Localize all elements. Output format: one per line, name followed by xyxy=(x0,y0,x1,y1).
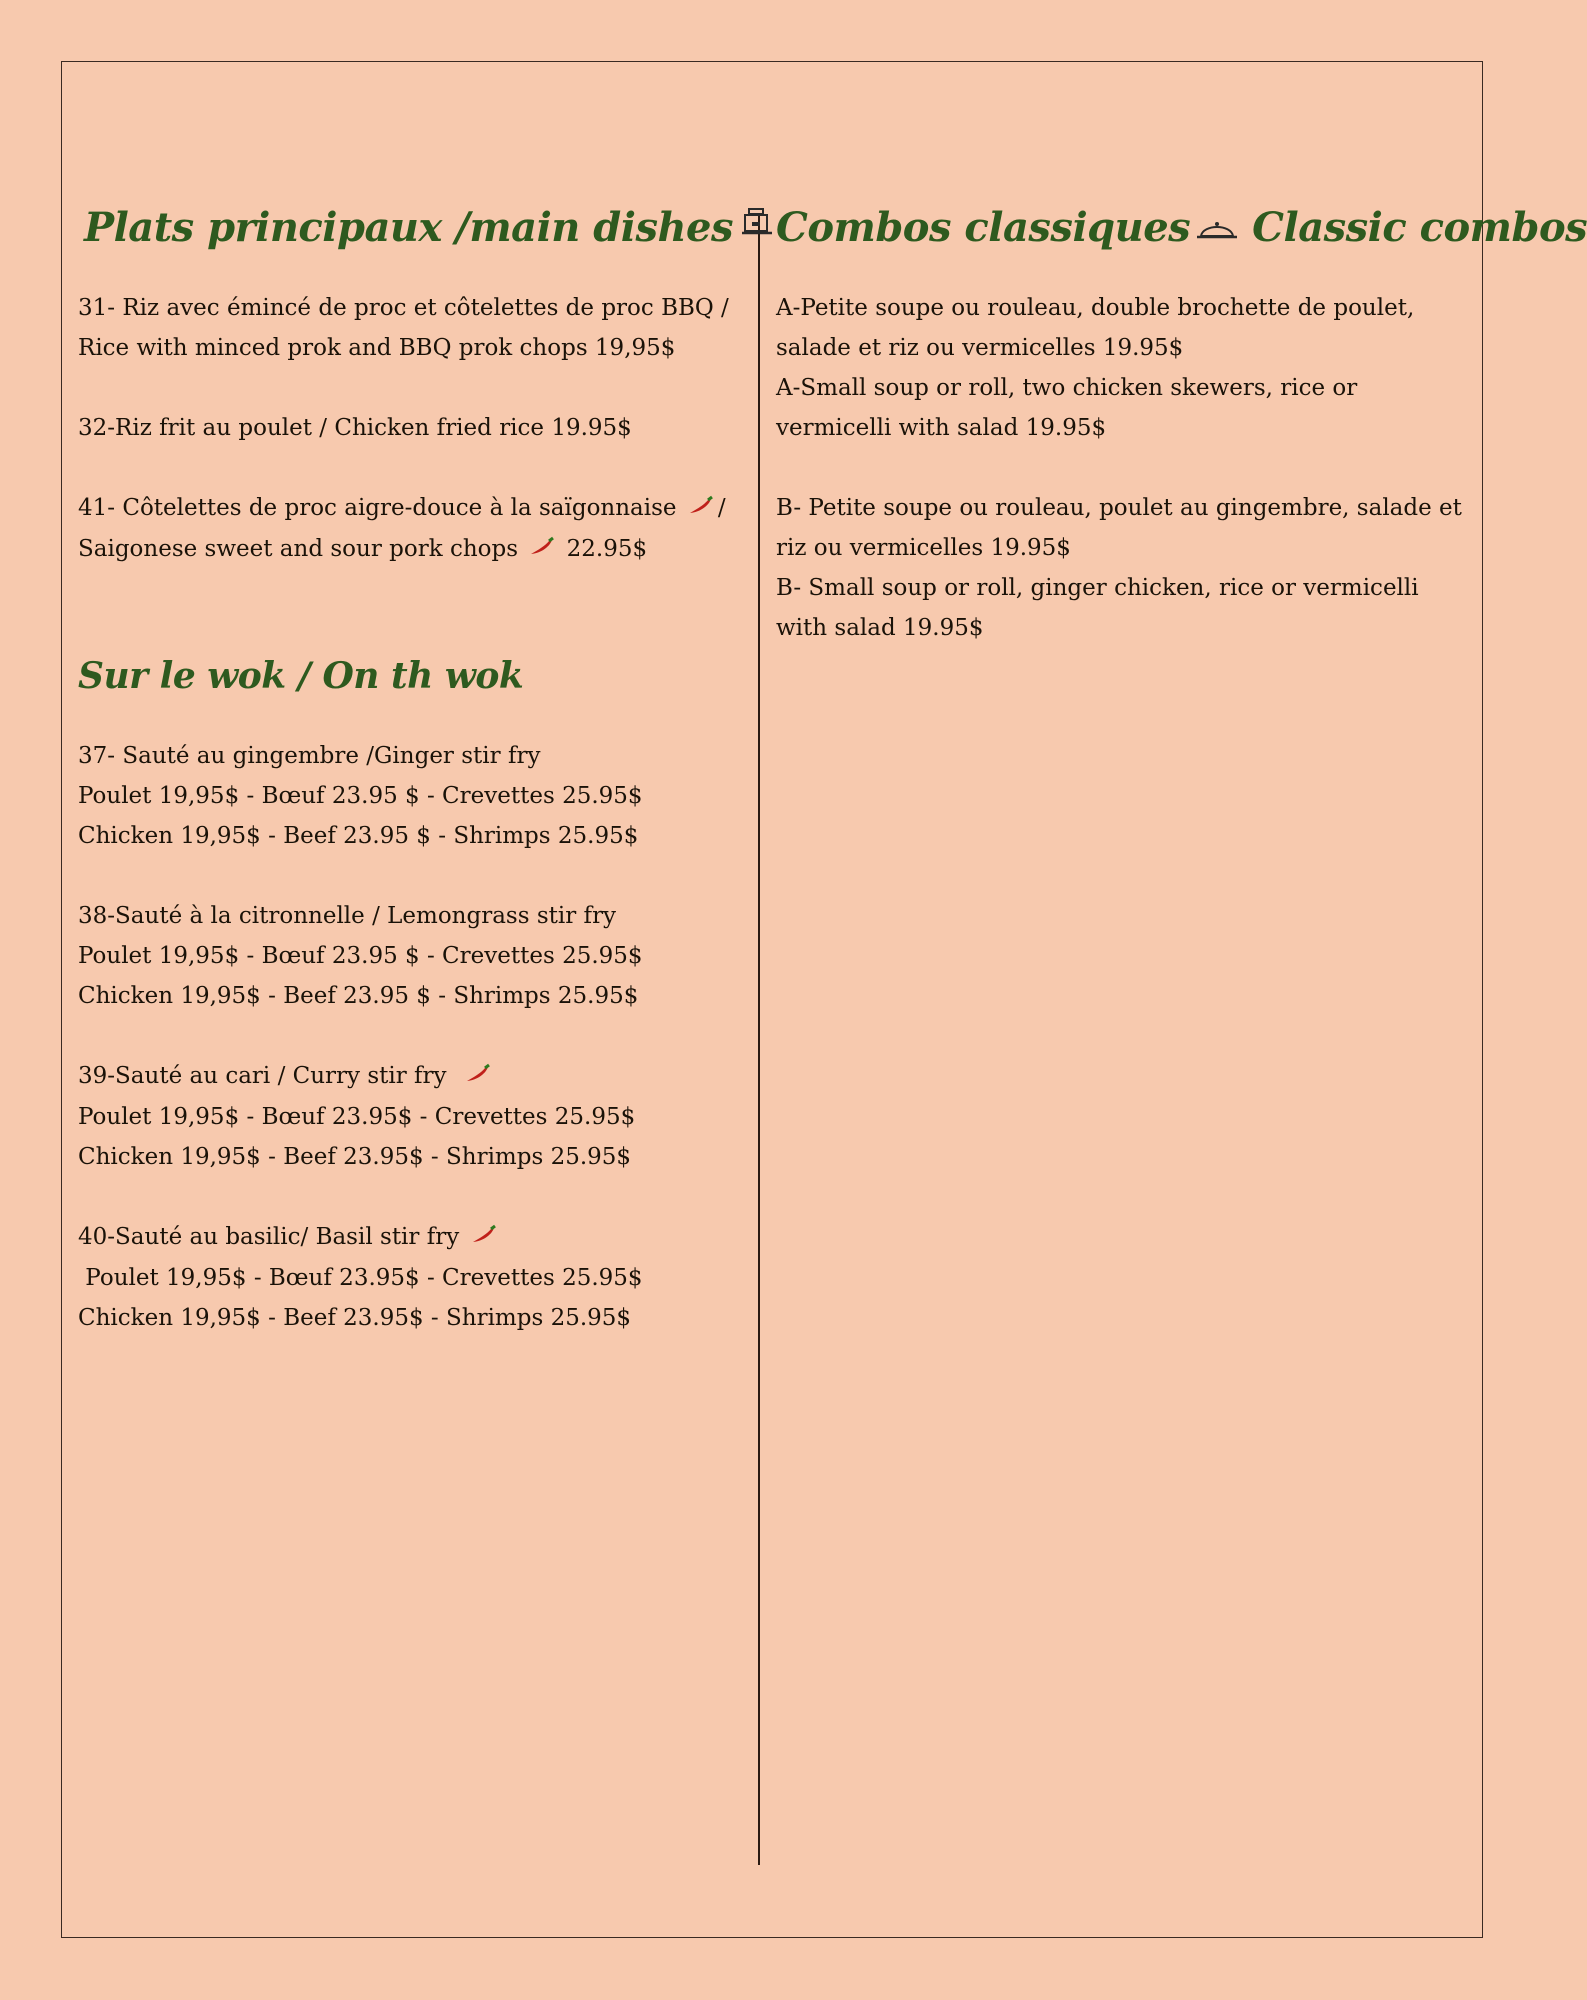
menu-item-41-line-fr xyxy=(78,488,738,529)
chili-pepper-icon xyxy=(470,1218,498,1258)
combos-heading-en: Classic combos xyxy=(1252,204,1587,251)
menu-item-31-line-fr: 31- Riz avec émincé de proc et côtelettes de proc BBQ / xyxy=(78,295,729,321)
chili-pepper-icon xyxy=(464,1057,492,1097)
combo-a xyxy=(776,288,1476,448)
wok-item-40 xyxy=(78,1217,738,1338)
menu-item-31-line-en: Rice with minced prok and BBQ prok chops 19,95$ xyxy=(78,335,676,361)
menu-item-41-text-fr: 41- Côtelettes de proc aigre-douce à la saïgonnaise xyxy=(78,495,677,521)
menu-item-41-text-en: Saigonese sweet and sour pork chops xyxy=(78,536,519,562)
combo-a-line: vermicelli with salad 19.95$ xyxy=(776,415,1107,441)
combo-b-line: B- Small soup or roll, ginger chicken, rice or vermicelli xyxy=(776,575,1419,601)
wok-item-38-title: 38-Sauté à la citronnelle / Lemongrass stir fry xyxy=(78,903,617,929)
chili-pepper-icon xyxy=(528,530,556,570)
wok-item-39-title-line xyxy=(78,1056,738,1097)
wok-item-37 xyxy=(78,736,738,856)
wok-item-38 xyxy=(78,896,738,1016)
right-column xyxy=(776,200,1587,648)
combos-heading xyxy=(776,200,1587,256)
menu-item-41-price: 22.95$ xyxy=(566,536,648,562)
column-divider xyxy=(758,215,760,1865)
wok-item-40-title: 40-Sauté au basilic/ Basil stir fry xyxy=(78,1224,460,1250)
main-dishes-heading xyxy=(84,200,738,256)
serving-dish-icon xyxy=(1196,200,1238,256)
wok-item-40-prices-fr: Poulet 19,95$ - Bœuf 23.95$ - Crevettes 25.95$ xyxy=(78,1265,643,1291)
combos-heading-fr: Combos classiques xyxy=(776,204,1191,251)
wok-heading-text: Sur le wok / On th wok xyxy=(78,655,524,697)
wok-heading xyxy=(78,648,738,704)
combo-b-line: B- Petite soupe ou rouleau, poulet au gingembre, salade et xyxy=(776,495,1462,521)
menu-item-41 xyxy=(78,488,738,570)
cooking-pot-icon xyxy=(739,200,775,256)
wok-item-40-title-line xyxy=(78,1217,738,1258)
wok-item-38-prices-fr: Poulet 19,95$ - Bœuf 23.95 $ - Crevettes 25.95$ xyxy=(78,943,643,969)
chili-pepper-icon xyxy=(687,489,715,529)
menu-item-31 xyxy=(78,288,738,368)
wok-item-39-prices-fr: Poulet 19,95$ - Bœuf 23.95$ - Crevettes 25.95$ xyxy=(78,1104,636,1130)
menu-item-32 xyxy=(78,408,738,448)
menu-item-41-line-en xyxy=(78,529,738,570)
wok-item-39-title: 39-Sauté au cari / Curry stir fry xyxy=(78,1063,447,1089)
combo-b-line: with salad 19.95$ xyxy=(776,615,984,641)
combo-a-line: salade et riz ou vermicelles 19.95$ xyxy=(776,335,1184,361)
combo-a-line: A-Petite soupe ou rouleau, double brochette de poulet, xyxy=(776,295,1415,321)
left-column xyxy=(78,200,738,1338)
wok-item-37-title: 37- Sauté au gingembre /Ginger stir fry xyxy=(78,743,541,769)
wok-item-38-prices-en: Chicken 19,95$ - Beef 23.95 $ - Shrimps 25.95$ xyxy=(78,983,639,1009)
combo-b xyxy=(776,488,1476,648)
combo-b-line: riz ou vermicelles 19.95$ xyxy=(776,535,1071,561)
menu-item-41-slash: / xyxy=(717,495,726,521)
wok-item-39-prices-en: Chicken 19,95$ - Beef 23.95$ - Shrimps 25.95$ xyxy=(78,1144,632,1170)
menu-item-32-line: 32-Riz frit au poulet / Chicken fried rice 19.95$ xyxy=(78,415,632,441)
wok-item-40-prices-en: Chicken 19,95$ - Beef 23.95$ - Shrimps 25.95$ xyxy=(78,1305,632,1331)
wok-item-37-prices-en: Chicken 19,95$ - Beef 23.95 $ - Shrimps 25.95$ xyxy=(78,823,639,849)
wok-item-39 xyxy=(78,1056,738,1177)
main-dishes-heading-text: Plats principaux /main dishes xyxy=(84,204,734,251)
combo-a-line: A-Small soup or roll, two chicken skewers, rice or xyxy=(776,375,1358,401)
wok-item-37-prices-fr: Poulet 19,95$ - Bœuf 23.95 $ - Crevettes 25.95$ xyxy=(78,783,643,809)
